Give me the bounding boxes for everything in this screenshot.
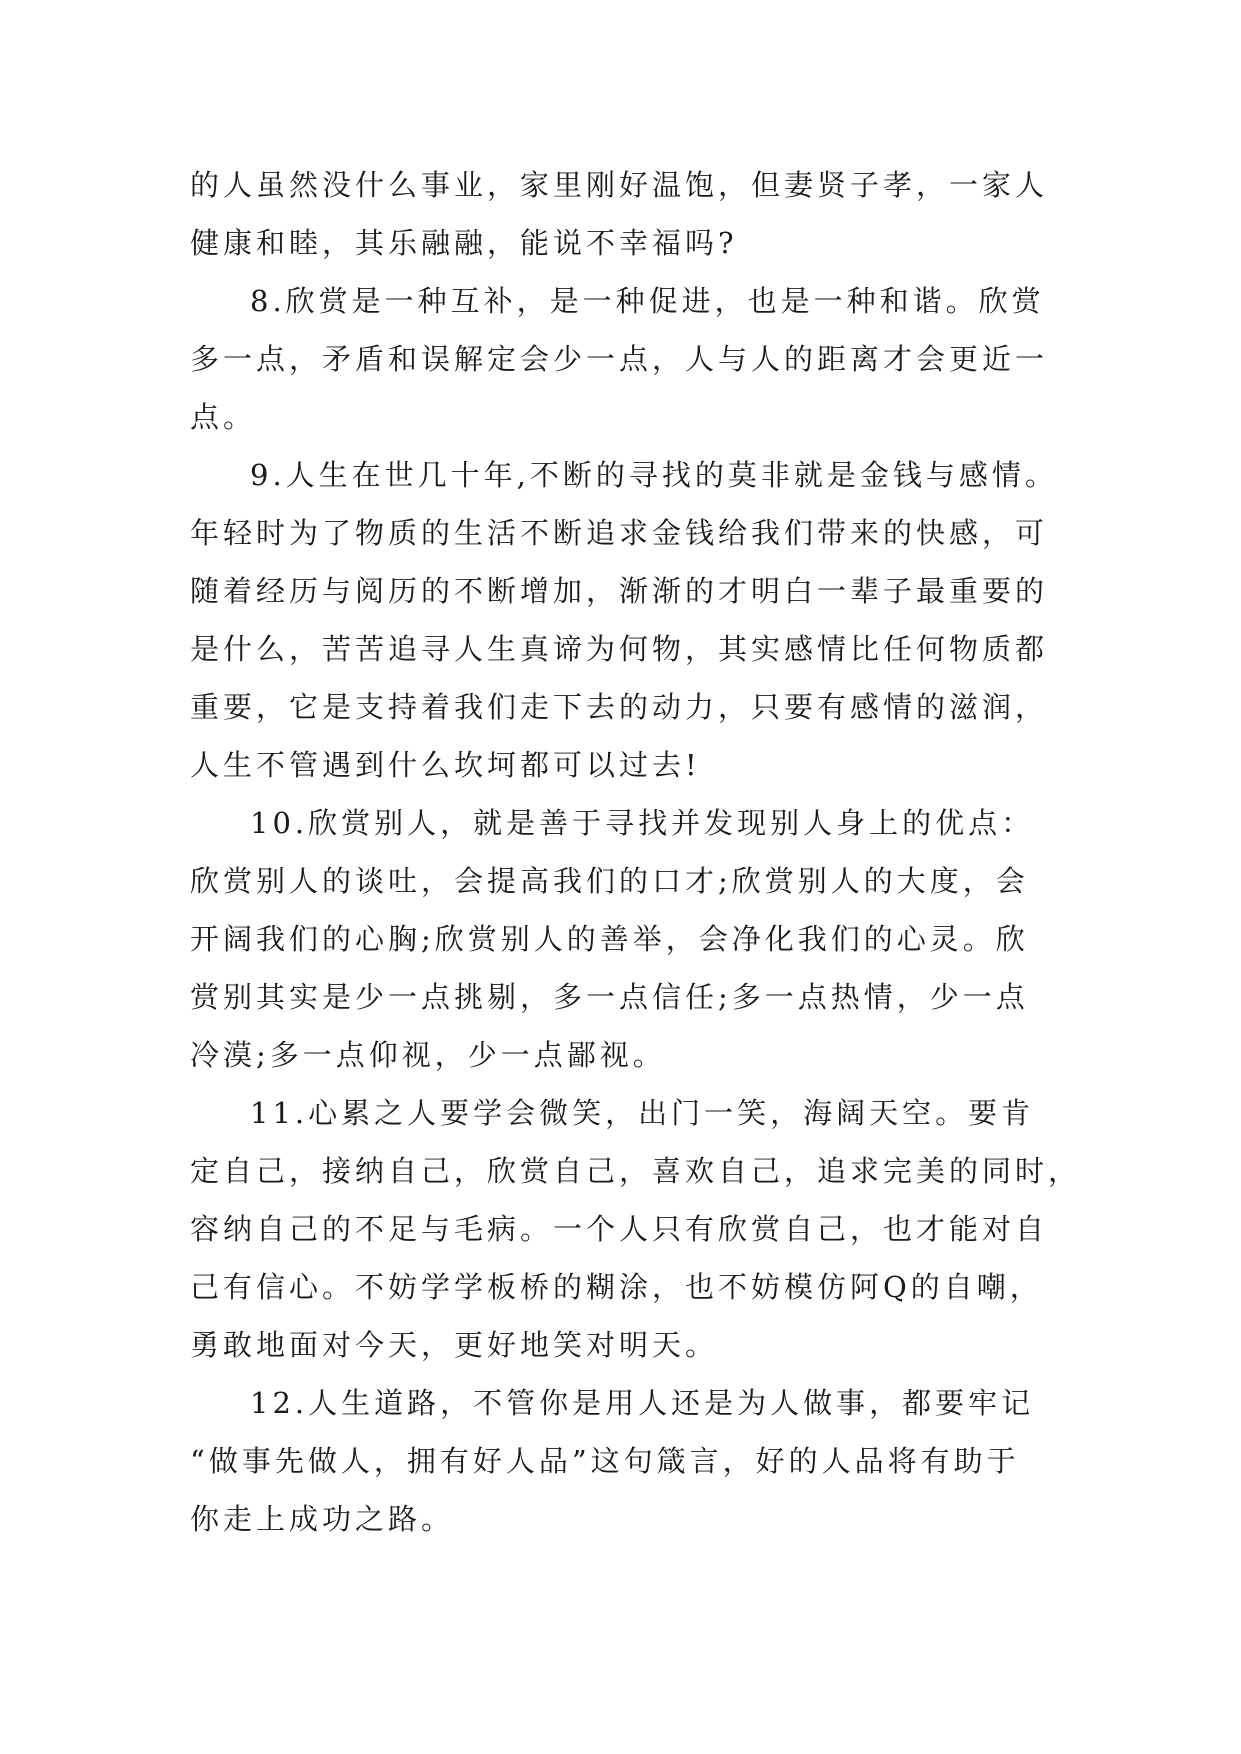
text-line: 年轻时为了物质的生活不断追求金钱给我们带来的快感，可 bbox=[190, 516, 1049, 550]
text-line: 冷漠;多一点仰视，少一点鄙视。 bbox=[190, 1038, 666, 1072]
text-line: 重要，它是支持着我们走下去的动力，只要有感情的滋润， bbox=[190, 690, 1049, 724]
text-line: 己有信心。不妨学学板桥的糊涂，也不妨模仿阿Q的自嘲， bbox=[190, 1270, 1043, 1304]
text-line: 勇敢地面对今天，更好地笑对明天。 bbox=[190, 1328, 719, 1362]
text-line: 欣赏别人的谈吐，会提高我们的口才;欣赏别人的大度，会 bbox=[190, 864, 1029, 898]
text-line: 8.欣赏是一种互补，是一种促进，也是一种和谐。欣赏 bbox=[250, 284, 1045, 318]
text-line: 10.欣赏别人，就是善于寻找并发现别人身上的优点： bbox=[250, 806, 1035, 840]
text-line: 赏别其实是少一点挑剔，多一点信任;多一点热情，少一点 bbox=[190, 980, 1029, 1014]
text-line: 的人虽然没什么事业，家里刚好温饱，但妻贤子孝，一家人 bbox=[190, 168, 1049, 202]
text-line: 定自己，接纳自己，欣赏自己，喜欢自己，追求完美的同时， bbox=[190, 1154, 1082, 1188]
text-line: 点。 bbox=[190, 400, 257, 434]
text-line: 容纳自己的不足与毛病。一个人只有欣赏自己，也才能对自 bbox=[190, 1212, 1049, 1246]
text-line: 11.心累之人要学会微笑，出门一笑，海阔天空。要肯 bbox=[250, 1096, 1035, 1130]
text-line: 随着经历与阅历的不断增加，渐渐的才明白一辈子最重要的 bbox=[190, 574, 1049, 608]
text-line: 9.人生在世几十年,不断的寻找的莫非就是金钱与感情。 bbox=[250, 458, 1058, 492]
text-line: “做事先做人，拥有好人品”这句箴言，好的人品将有助于 bbox=[190, 1444, 1020, 1478]
text-line: 你走上成功之路。 bbox=[190, 1502, 455, 1536]
text-line: 12.人生道路，不管你是用人还是为人做事，都要牢记 bbox=[250, 1386, 1035, 1420]
text-line: 开阔我们的心胸;欣赏别人的善举，会净化我们的心灵。欣 bbox=[190, 922, 1029, 956]
document-body bbox=[190, 156, 1082, 1548]
text-line: 健康和睦，其乐融融，能说不幸福吗? bbox=[190, 226, 738, 260]
text-line: 人生不管遇到什么坎坷都可以过去! bbox=[190, 748, 701, 782]
text-line: 多一点，矛盾和误解定会少一点，人与人的距离才会更近一 bbox=[190, 342, 1049, 376]
text-line: 是什么，苦苦追寻人生真谛为何物，其实感情比任何物质都 bbox=[190, 632, 1049, 666]
